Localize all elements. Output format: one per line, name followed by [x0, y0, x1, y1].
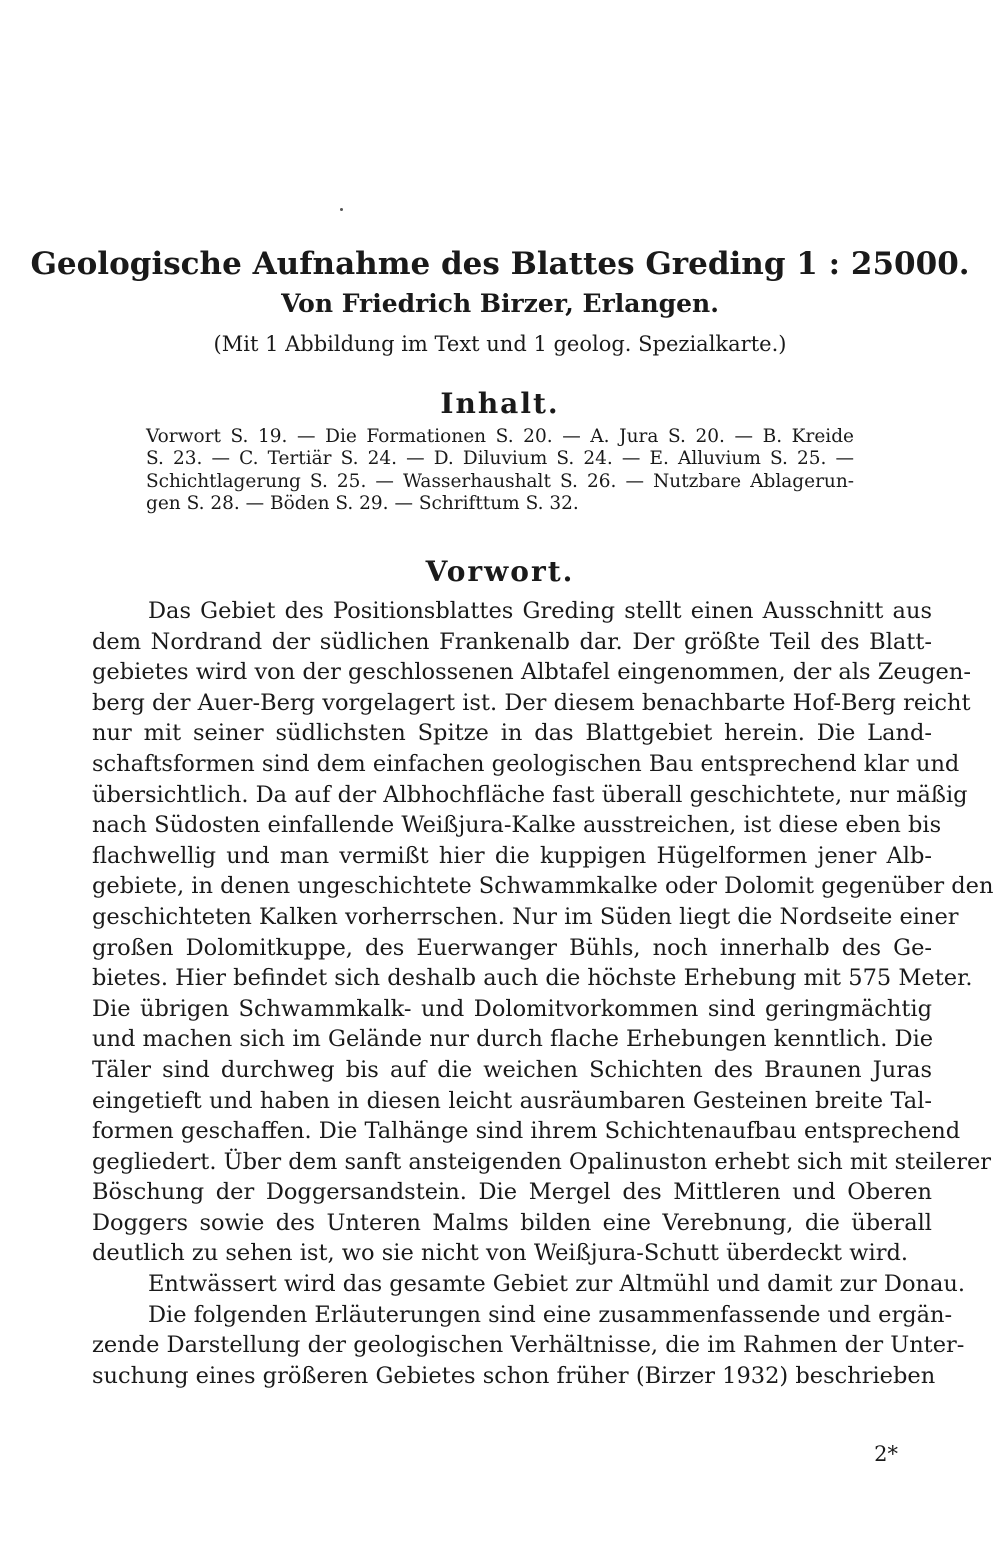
text-line: schaftsformen sind dem einfachen geologischen Bau entsprechend klar und — [92, 750, 960, 777]
text-line: deutlich zu sehen ist, wo sie nicht von Weißjura-Schutt überdeckt wird. — [92, 1240, 909, 1267]
text-line: Doggers sowie des Unteren Malms bilden eine Verebnung, die überall — [92, 1209, 932, 1236]
text-line: eingetieft und haben in diesen leicht ausräumbaren Gesteinen breite Tal- — [92, 1087, 932, 1114]
contents-heading: Inhalt. — [440, 387, 560, 420]
preface-body — [92, 596, 994, 1391]
text-line: suchung eines größeren Gebietes schon früher (Birzer 1932) beschrieben — [92, 1362, 936, 1389]
text-line: nach Südosten einfallende Weißjura-Kalke ausstreichen, ist diese eben bis — [92, 812, 942, 839]
figure-note: (Mit 1 Abbildung im Text und 1 geolog. Spezialkarte.) — [213, 332, 787, 356]
paragraph — [92, 1269, 966, 1300]
text-line: berg der Auer-Berg vorgelagert ist. Der diesem benachbarte Hof-Berg reicht — [92, 689, 971, 716]
text-line: übersichtlich. Da auf der Albhochfläche fast überall geschichtete, nur mäßig — [92, 781, 968, 808]
article-title: Geologische Aufnahme des Blattes Greding 1 : 25000. — [30, 246, 970, 282]
table-of-contents — [146, 426, 854, 515]
text-line: zende Darstellung der geologischen Verhältnisse, die im Rahmen der Unter- — [92, 1332, 965, 1359]
text-line: und machen sich im Gelände nur durch flache Erhebungen kenntlich. Die — [92, 1026, 934, 1053]
scan-speck — [340, 208, 343, 211]
text-line: dem Nordrand der südlichen Frankenalb dar. Der größte Teil des Blatt- — [92, 628, 932, 655]
page-number: 2* — [874, 1442, 898, 1466]
toc-line: gen S. 28. — Böden S. 29. — Schrifttum S. 32. — [146, 492, 579, 514]
text-line: bietes. Hier befindet sich deshalb auch die höchste Erhebung mit 575 Meter. — [92, 965, 973, 992]
text-line: gebietes wird von der geschlossenen Albtafel eingenommen, der als Zeugen- — [92, 659, 971, 686]
toc-line: S. 23. — C. Tertiär S. 24. — D. Diluvium S. 24. — E. Alluvium S. 25. — — [146, 448, 854, 470]
text-line: flachwellig und man vermißt hier die kuppigen Hügelformen jener Alb- — [92, 842, 932, 869]
preface-heading: Vorwort. — [425, 555, 575, 588]
text-line: Das Gebiet des Positionsblattes Greding stellt einen Ausschnitt aus — [148, 598, 932, 624]
text-line: gebiete, in denen ungeschichtete Schwammkalke oder Dolomit gegenüber den — [92, 873, 994, 900]
text-line: großen Dolomitkuppe, des Euerwanger Bühls, noch innerhalb des Ge- — [92, 934, 932, 961]
text-line: geschichteten Kalken vorherrschen. Nur im Süden liegt die Nordseite einer — [92, 903, 959, 930]
text-line: Täler sind durchweg bis auf die weichen Schichten des Braunen Juras — [92, 1056, 932, 1083]
toc-line: Schichtlagerung S. 25. — Wasserhaushalt S. 26. — Nutzbare Ablagerun- — [146, 470, 854, 492]
author-line: Von Friedrich Birzer, Erlangen. — [281, 289, 719, 318]
text-line: formen geschaffen. Die Talhänge sind ihrem Schichtenaufbau entsprechend — [92, 1118, 961, 1145]
text-line: Entwässert wird das gesamte Gebiet zur Altmühl und damit zur Donau. — [148, 1271, 966, 1298]
text-line: Die übrigen Schwammkalk- und Dolomitvorkommen sind geringmächtig — [92, 995, 932, 1022]
paragraph — [92, 596, 994, 1269]
text-line: Böschung der Doggersandstein. Die Mergel des Mittleren und Oberen — [92, 1179, 932, 1206]
text-line: Die folgenden Erläuterungen sind eine zusammenfassende und ergän- — [148, 1301, 953, 1328]
text-line: nur mit seiner südlichsten Spitze in das Blattgebiet herein. Die Land- — [92, 720, 932, 747]
paragraph — [92, 1300, 965, 1392]
text-line: gegliedert. Über dem sanft ansteigenden Opalinuston erhebt sich mit steilerer — [92, 1148, 992, 1175]
toc-line: Vorwort S. 19. — Die Formationen S. 20. — A. Jura S. 20. — B. Kreide — [146, 426, 854, 447]
